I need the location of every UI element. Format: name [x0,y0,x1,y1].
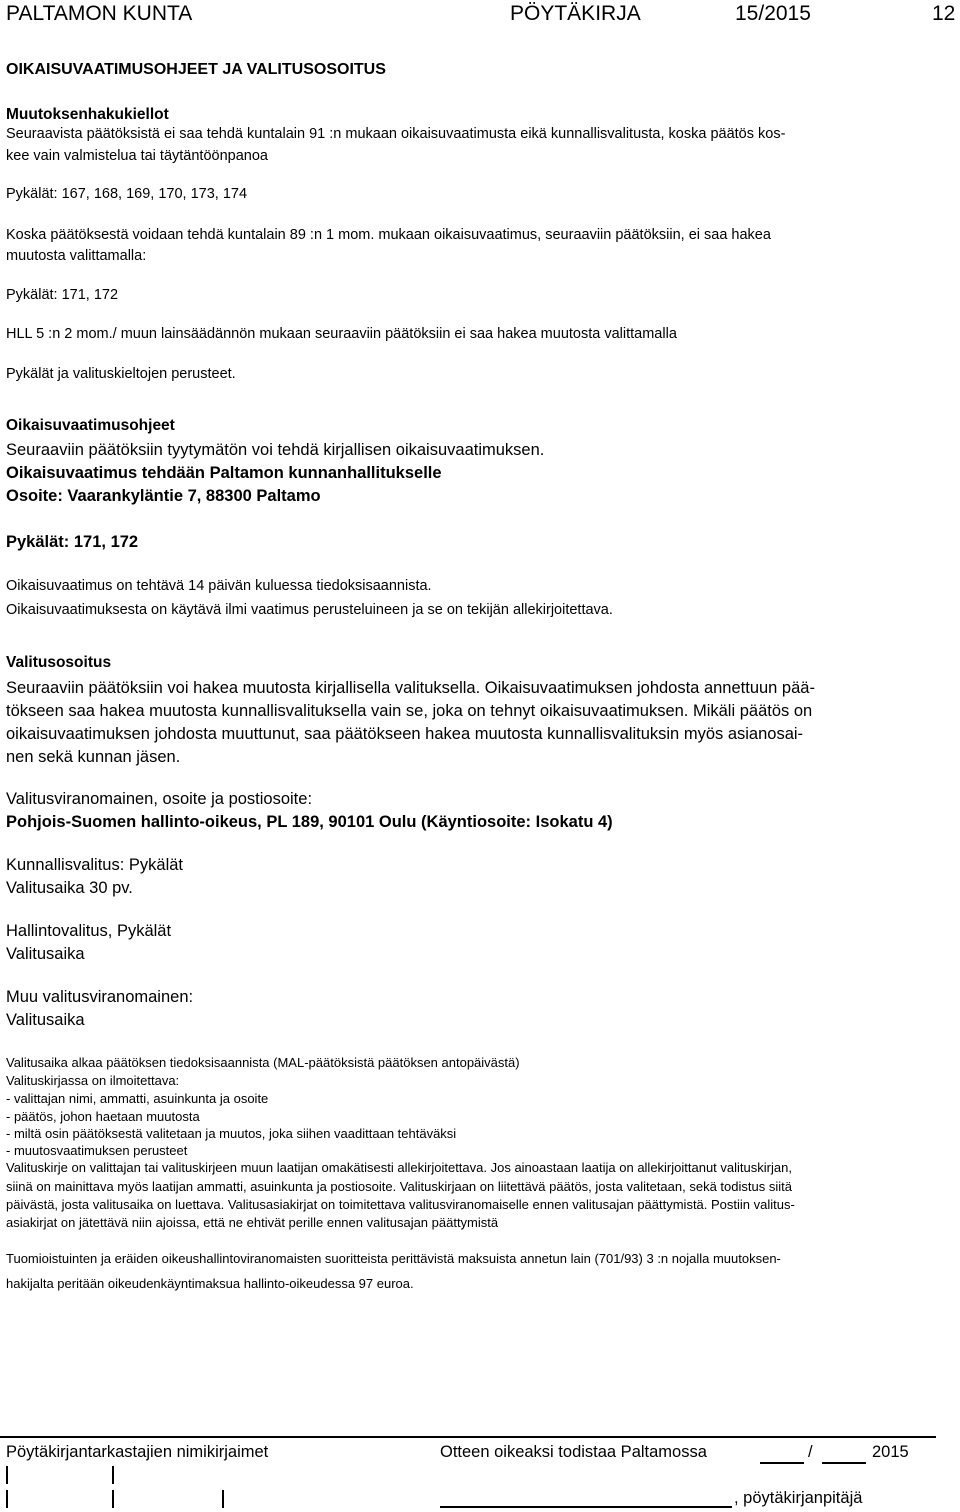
document-title: OIKAISUVAATIMUSOHJEET JA VALITUSOSOITUS [6,61,386,78]
rectification-heading: Oikaisuvaatimusohjeet [6,417,175,434]
appeal-text-line: tökseen saa hakea muutosta kunnallisvalituksella vain se, joka on tehnyt oikaisuvaatimuksen. Mikäli päätös on [6,702,813,720]
admin-appeal-time: Valitusaika [6,945,85,963]
rectification-sections: Pykälät: 171, 172 [6,533,139,551]
issue-number: 15/2015 [735,2,811,25]
footer-certified-label: Otteen oikeaksi todistaa Paltamossa [440,1443,707,1461]
fine-print-line: Valitusaika alkaa päätöksen tiedoksisaannista (MAL-päätöksistä päätöksen antopäivästä) [6,1055,520,1070]
day-blank[interactable] [760,1462,804,1464]
fine-print-line: päivästä, josta valitusaika on luettava. Valitusasiakirjat on toimitettava valitusviranomaiselle ennen valitusajan päättymistä. Postiin valitus- [6,1197,795,1212]
municipality-name: PALTAMON KUNTA [6,2,193,25]
minute-keeper-label: , pöytäkirjanpitäjä [734,1489,863,1507]
rectification-intro: Seuraaviin päätöksiin tyytymätön voi tehdä kirjallisen oikaisuvaatimuksen. [6,441,545,459]
fine-print-line: - valittajan nimi, ammatti, asuinkunta ja osoite [6,1091,269,1106]
appeal-authority-label: Valitusviranomainen, osoite ja postiosoite: [6,790,313,808]
municipal-appeal-label: Kunnallisvalitus: Pykälät [6,856,184,874]
restrictions-heading: Muutoksenhakukiellot [6,106,169,123]
rectification-deadline: Oikaisuvaatimus on tehtävä 14 päivän kuluessa tiedoksisaannista. [6,578,432,594]
page-number: 12 [932,2,956,25]
footer-year: 2015 [872,1443,909,1461]
rectification-addressee: Oikaisuvaatimus tehdään Paltamon kunnanhallitukselle [6,464,442,482]
initials-box-divider [112,1466,114,1484]
appeal-heading: Valitusosoitus [6,654,112,671]
municipal-appeal-time: Valitusaika 30 pv. [6,879,133,897]
restrictions-text-line: kee vain valmistelua tai täytäntöönpanoa [6,148,268,164]
footer-top-rule [0,1436,936,1438]
footer-signers-label: Pöytäkirjantarkastajien nimikirjaimet [6,1443,269,1461]
fine-print-line: - miltä osin päätöksestä valitetaan ja muutos, joka siihen vaadittaan tehtäväksi [6,1126,457,1141]
rectification-only-line: Koska päätöksestä voidaan tehdä kuntalain 89 :n 1 mom. mukaan oikaisuvaatimus, seuraaviin päätöksiin, ei saa hakea [6,227,771,243]
date-separator: / [808,1443,813,1461]
initials-box-divider [6,1490,8,1508]
fine-print-line: asiakirjat on jätettävä niin ajoissa, että ne ehtivät perille ennen valitusajan päättymistä [6,1215,499,1230]
initials-box-divider [112,1490,114,1508]
fine-print-line: - päätös, johon haetaan muutosta [6,1109,200,1124]
appeal-text-line: nen sekä kunnan jäsen. [6,748,181,766]
restrictions-text-line: Seuraavista päätöksistä ei saa tehdä kuntalain 91 :n mukaan oikaisuvaatimusta eikä kunnallisvalitusta, koska päätös kos- [6,126,786,142]
initials-box-divider [6,1466,8,1484]
rectification-only-line: muutosta valittamalla: [6,248,147,264]
admin-appeal-label: Hallintovalitus, Pykälät [6,922,172,940]
document-type: PÖYTÄKIRJA [510,2,641,25]
restriction-grounds: Pykälät ja valituskieltojen perusteet. [6,366,236,382]
minute-keeper-signature-line[interactable] [440,1506,732,1508]
other-authority-label: Muu valitusviranomainen: [6,988,194,1006]
court-fee-line: Tuomioistuinten ja eräiden oikeushallintoviranomaisten suoritteista perittävistä maksuista annetun lain (701/93) 3 :n nojalla muutoksen- [6,1251,781,1266]
appeal-text-line: oikaisuvaatimuksen johdosta muuttunut, saa päätökseen hakea muutosta kunnallisvalituksin myös asianosai- [6,725,804,743]
fine-print-line: Valituskirje on valittajan tai valituskirjeen muun laatijan omakätisesti allekirjoitettava. Jos ainoastaan laatija on allekirjoittanut valituskirjan, [6,1160,792,1175]
month-blank[interactable] [822,1462,866,1464]
sections-list: Pykälät: 171, 172 [6,287,119,303]
other-authority-time: Valitusaika [6,1011,85,1029]
fine-print-line: - muutosvaatimuksen perusteet [6,1143,188,1158]
hll-restriction: HLL 5 :n 2 mom./ muun lainsäädännön mukaan seuraaviin päätöksiin ei saa hakea muutosta valittamalla [6,326,677,342]
rectification-content: Oikaisuvaatimuksesta on käytävä ilmi vaatimus perusteluineen ja se on tekijän allekirjoitettava. [6,602,613,618]
fine-print-line: siinä on mainittava myös laatijan ammatti, asuinkunta ja postiosoite. Valituskirjaan on liitettävä päätös, josta valitetaan, sekä todistus siitä [6,1179,792,1194]
fine-print-line: Valituskirjassa on ilmoitettava: [6,1073,180,1088]
court-fee-line: hakijalta peritään oikeudenkäyntimaksua hallinto-oikeudessa 97 euroa. [6,1276,414,1291]
appeal-text-line: Seuraaviin päätöksiin voi hakea muutosta kirjallisella valituksella. Oikaisuvaatimuksen johdosta annettuun pää- [6,679,815,697]
appeal-authority: Pohjois-Suomen hallinto-oikeus, PL 189, 90101 Oulu (Käyntiosoite: Isokatu 4) [6,813,613,831]
initials-box-divider [222,1490,224,1508]
sections-list: Pykälät: 167, 168, 169, 170, 173, 174 [6,186,248,202]
rectification-address: Osoite: Vaarankyläntie 7, 88300 Paltamo [6,487,321,505]
